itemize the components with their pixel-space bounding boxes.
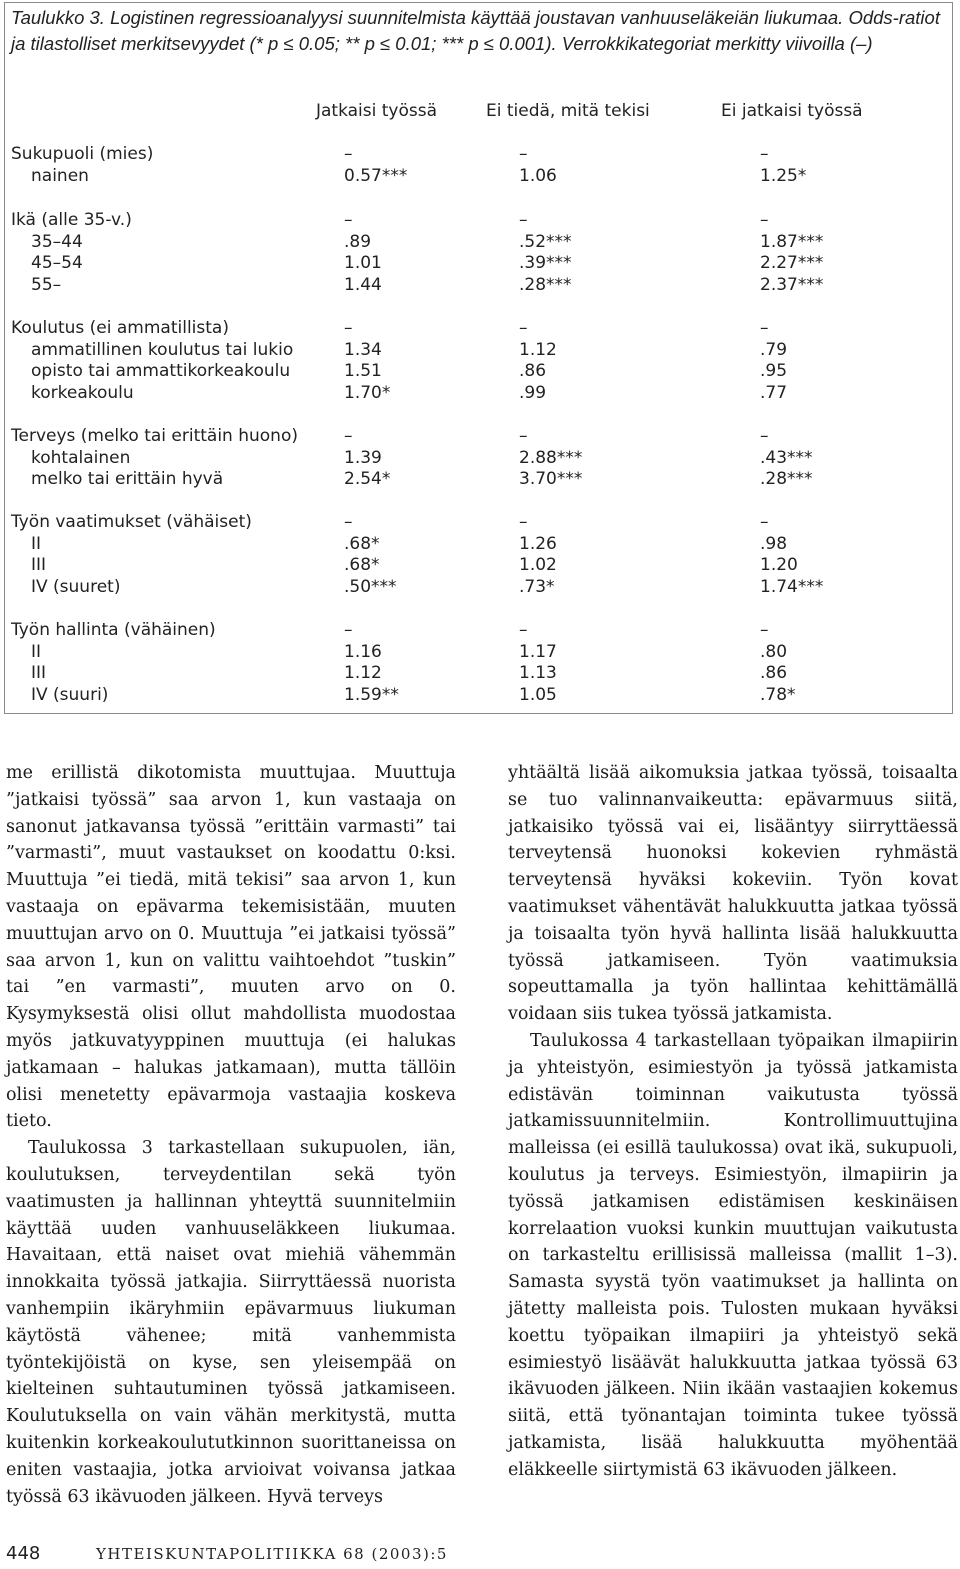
regression-table bbox=[4, 2, 953, 714]
table-cell: – bbox=[519, 512, 528, 532]
table-cell: .50*** bbox=[344, 577, 397, 598]
table-cell: – bbox=[344, 144, 353, 164]
table-cell: – bbox=[760, 210, 769, 230]
page-footer bbox=[6, 1543, 448, 1564]
row-label: korkeakoulu bbox=[31, 383, 134, 404]
table-cell: .78* bbox=[760, 685, 796, 706]
table-cell: – bbox=[344, 620, 353, 640]
row-label: II bbox=[31, 641, 42, 662]
row-label: melko tai erittäin hyvä bbox=[31, 469, 224, 490]
row-label: III bbox=[31, 663, 47, 684]
table-cell: 1.05 bbox=[519, 685, 557, 706]
table-cell: 1.12 bbox=[519, 339, 557, 360]
table-cell: .43*** bbox=[760, 447, 813, 468]
table-cell: – bbox=[519, 318, 528, 338]
table-cell: – bbox=[519, 620, 528, 640]
row-label: 55– bbox=[31, 275, 62, 296]
table-cell: 3.70*** bbox=[519, 469, 583, 490]
table-cell: .99 bbox=[519, 383, 547, 404]
table-cell: – bbox=[344, 426, 353, 446]
journal-name: YHTEISKUNTAPOLITIIKKA 68 (2003):5 bbox=[96, 1545, 448, 1563]
row-label: Ikä (alle 35-v.) bbox=[11, 210, 132, 230]
table-cell: 1.17 bbox=[519, 641, 557, 662]
table-cell: 1.34 bbox=[344, 339, 382, 360]
table-cell: 1.74*** bbox=[760, 577, 824, 598]
table-cell: 1.70* bbox=[344, 383, 391, 404]
table-cell: 1.26 bbox=[519, 533, 557, 554]
row-label: kohtalainen bbox=[31, 447, 131, 468]
table-cell: 2.37*** bbox=[760, 275, 824, 296]
table-cell: – bbox=[519, 426, 528, 446]
row-label: IV (suuri) bbox=[31, 685, 109, 706]
table-cell: 2.27*** bbox=[760, 253, 824, 274]
table-cell: .28*** bbox=[760, 469, 813, 490]
table-cell: .80 bbox=[760, 641, 788, 662]
row-label: 45–54 bbox=[31, 253, 83, 274]
table-cell: 1.39 bbox=[344, 447, 382, 468]
row-label: Terveys (melko tai erittäin huono) bbox=[11, 426, 298, 446]
body-column-left bbox=[6, 760, 456, 1510]
table-cell: 2.88*** bbox=[519, 447, 583, 468]
table-cell: .86 bbox=[760, 663, 788, 684]
row-label: III bbox=[31, 555, 47, 576]
row-label: opisto tai ammattikorkeakoulu bbox=[31, 361, 291, 382]
paragraph: yhtäältä lisää aikomuksia jatkaa työssä, toisaalta se tuo valinnanvaikeutta: epävarmuus siitä, jatkaisiko työssä vai ei, lisääntyy siirryttäessä terveytensä huonoksi kokevien ryhmästä terveytensä hyväksi kokeviin. Työn kovat vaatimukset vähentävät halukkuutta jatkaa työssä ja toisaalta työn hyvä hallinta lisää halukkuutta työssä jatkamiseen. Työn vaatimuksia sopeuttamalla ja työn hallintaa kehittämällä voidaan siis tukea työssä jatkamista. bbox=[508, 763, 958, 1025]
table-cell: .52*** bbox=[519, 231, 572, 252]
table-cell: – bbox=[344, 210, 353, 230]
table-cell: .95 bbox=[760, 361, 788, 382]
page-number: 448 bbox=[6, 1543, 41, 1564]
table-cell: .68* bbox=[344, 533, 380, 554]
table-cell: – bbox=[519, 210, 528, 230]
column-header-unsure: Ei tiedä, mitä tekisi bbox=[486, 101, 650, 121]
row-label: Sukupuoli (mies) bbox=[11, 144, 154, 164]
table-cell: 1.59** bbox=[344, 685, 399, 706]
table-cell: 1.12 bbox=[344, 663, 382, 684]
paragraph: Taulukossa 4 tarkastellaan työpaikan ilmapiirin ja yhteistyön, esimiestyön ja työssä jatkamista edistävän toiminnan vaikutusta työssä jatkamissuunnitelmiin. Kontrollimuuttujina malleissa (ei esillä taulukossa) ovat ikä, sukupuoli, koulutus ja terveys. Esimiestyön, ilmapiirin ja työssä jatkamisen edistämisen keskinäisen korrelaation vuoksi kunkin muuttujan vaikutusta on tarkasteltu erillisissä malleissa (mallit 1–3). Samasta syystä työn vaatimukset ja hallinta on jätetty malleista pois. Tulosten mukaan hyväksi koettu työpaikan ilmapiiri ja yhteistyö sekä esimiestyö lisäävät halukkuutta jatkaa työssä 63 ikävuoden jälkeen. Niin ikään vastaajien kokemus siitä, että työnantajan toiminta tukee työssä jatkamista, lisää halukkuutta myöhentää eläkkeelle siirtymistä 63 ikävuoden jälkeen. bbox=[508, 1030, 958, 1480]
table-cell: – bbox=[519, 144, 528, 164]
table-cell: .73* bbox=[519, 577, 555, 598]
table-cell: 1.87*** bbox=[760, 231, 824, 252]
table-cell: 1.02 bbox=[519, 555, 557, 576]
table-cell: 1.13 bbox=[519, 663, 557, 684]
table-cell: 1.06 bbox=[519, 165, 557, 186]
row-label: IV (suuret) bbox=[31, 577, 121, 598]
row-label: nainen bbox=[31, 165, 89, 186]
table-cell: 1.51 bbox=[344, 361, 382, 382]
table-cell: – bbox=[760, 144, 769, 164]
table-cell: .86 bbox=[519, 361, 547, 382]
row-label: ammatillinen koulutus tai lukio bbox=[31, 339, 294, 360]
table-cell: – bbox=[760, 318, 769, 338]
table-cell: .68* bbox=[344, 555, 380, 576]
table-cell: – bbox=[760, 512, 769, 532]
row-label: Työn vaatimukset (vähäiset) bbox=[11, 512, 252, 532]
table-cell: – bbox=[760, 620, 769, 640]
row-label: II bbox=[31, 533, 42, 554]
column-header-continue: Jatkaisi työssä bbox=[316, 101, 438, 121]
row-label: Työn hallinta (vähäinen) bbox=[11, 620, 216, 640]
table-cell: 2.54* bbox=[344, 469, 391, 490]
table-cell: 0.57*** bbox=[344, 165, 408, 186]
table-cell: .28*** bbox=[519, 275, 572, 296]
table-cell: 1.44 bbox=[344, 275, 382, 296]
column-header-not-continue: Ei jatkaisi työssä bbox=[721, 101, 863, 121]
paragraph: Taulukossa 3 tarkastellaan sukupuolen, iän, koulutuksen, terveydentilan sekä työn vaatimusten ja hallinnan yhteyttä suunnitelmiin käyttää uuden vanhuuseläkkeen liukumaa. Havaitaan, että naiset ovat miehiä vähemmän innokkaita työssä jatkajia. Siirryttäessä nuorista vanhempiin ikäryhmiin epävarmuus liukuman käytöstä vähenee; mitä vanhemmista työntekijöistä on kyse, sen yleisempää on kielteinen suhtautuminen työssä jatkamiseen. Koulutuksella on vain vähän merkitystä, mutta kuitenkin korkeakoulututkinnon suorittaneissa on eniten vastaajia, jotka arvioivat voivansa jatkaa työssä 63 ikävuoden jälkeen. Hyvä terveys bbox=[6, 1138, 456, 1507]
table-cell: 1.16 bbox=[344, 641, 382, 662]
table-caption: Taulukko 3. Logistinen regressioanalyysi suunnitelmista käyttää joustavan vanhuuseläkeiän liukumaa. Odds-ratiot ja tilastolliset merkitsevyydet (* p ≤ 0.05; ** p ≤ 0.01; *** p ≤ 0.001). Verrokkikategoriat merkitty viivoilla (–) bbox=[11, 7, 940, 54]
table-cell: – bbox=[760, 426, 769, 446]
table-cell: .77 bbox=[760, 383, 788, 404]
table-cell: 1.25* bbox=[760, 165, 807, 186]
table-cell: .89 bbox=[344, 231, 372, 252]
row-label: Koulutus (ei ammatillista) bbox=[11, 318, 229, 338]
table-cell: 1.01 bbox=[344, 253, 382, 274]
row-label: 35–44 bbox=[31, 231, 83, 252]
body-column-right bbox=[508, 760, 958, 1484]
table-cell: .98 bbox=[760, 533, 788, 554]
table-cell: .79 bbox=[760, 339, 788, 360]
paragraph: me erillistä dikotomista muuttujaa. Muuttuja ”jatkaisi työssä” saa arvon 1, kun vastaaja on sanonut jatkavansa työssä ”erittäin varmasti” tai ”varmasti”, muut vastaukset on koodattu 0:ksi. Muuttuja ”ei tiedä, mitä tekisi” saa arvon 1, kun vastaaja on epävarma tekemisistään, muuten muuttujan arvo on 0. Muuttuja ”ei jatkaisi työssä” saa arvon 1, kun on valittu vaihtoehdot ”tuskin” tai ”en varmasti”, muuten arvo on 0. Kysymyksestä olisi ollut mahdollista muodostaa myös jatkuvatyyppinen muuttuja (ei halukas jatkamaan – halukas jatkamaan), mutta tällöin olisi menetetty epävarmoja vastaajia koskeva tieto. bbox=[6, 763, 456, 1132]
table-cell: – bbox=[344, 318, 353, 338]
table-cell: – bbox=[344, 512, 353, 532]
table-cell: 1.20 bbox=[760, 555, 798, 576]
table-cell: .39*** bbox=[519, 253, 572, 274]
